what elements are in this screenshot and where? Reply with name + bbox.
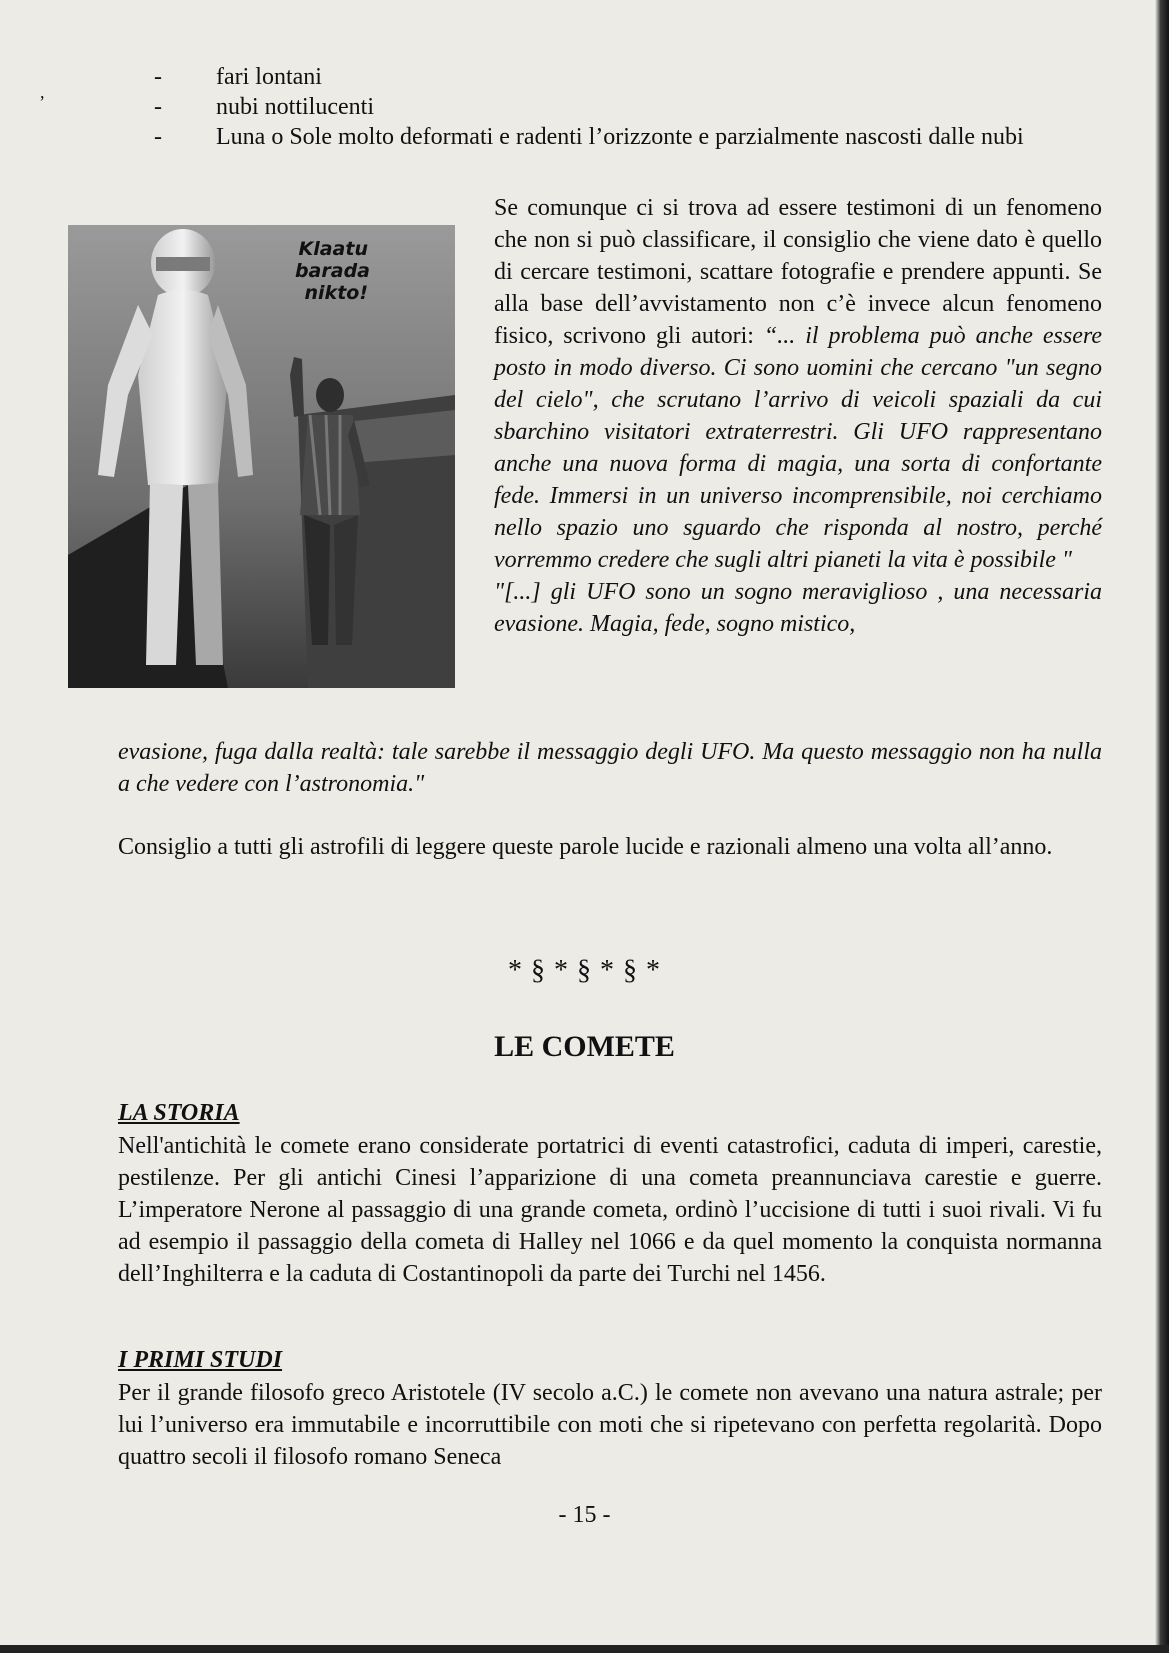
advice-paragraph: Consiglio a tutti gli astrofili di leggere queste parole lucide e razionali almeno una volta all’anno.: [118, 834, 1053, 860]
float-paragraph: [494, 192, 1102, 640]
photo-caption-line: Klaatu: [298, 238, 368, 260]
section-separator: * § * § * § *: [508, 955, 661, 986]
quote-continuation: evasione, fuga dalla realtà: tale sarebbe il messaggio degli UFO. Ma questo messaggio non ha nulla a che vedere con l’astronomia.": [118, 739, 1102, 797]
section-body-studi: Per il grande filosofo greco Aristotele (IV secolo a.C.) le comete non avevano una natura astrale; per lui l’universo era immutabile e incorruttibile con moti che si ripetevano con perfetta regolarità. Dopo quattro secoli il filosofo romano Seneca: [118, 1380, 1102, 1470]
bullet-text: nubi nottilucenti: [216, 94, 374, 120]
photo-caption-line: nikto!: [304, 282, 368, 304]
bullet-dash: -: [154, 94, 162, 120]
bullet-list: [118, 62, 1102, 152]
bullet-text: fari lontani: [216, 64, 322, 90]
robot-and-man-illustration: [68, 225, 455, 688]
section-heading-storia: LA STORIA: [118, 1100, 240, 1126]
list-item: [118, 122, 1102, 152]
chapter-title: LE COMETE: [494, 1030, 675, 1063]
list-item: [118, 92, 1102, 122]
list-item: [118, 62, 1102, 92]
stray-mark: ,: [40, 82, 45, 102]
section-heading-studi: I PRIMI STUDI: [118, 1347, 283, 1373]
film-still-photo: [68, 225, 455, 688]
float-intro-text: Se comunque ci si trova ad essere testimoni di un fenomeno che non si può classificare, il consiglio che viene dato è quello di cercare testimoni, scattare fotografie e prendere appunti. Se alla base dell’avvistamento non c’è invece alcun fenomeno fisico, scrivono gli autori:: [494, 195, 1102, 349]
page-edge-shadow: [1155, 0, 1169, 1653]
bullet-dash: -: [154, 64, 162, 90]
float-quote2-start: "[...] gli UFO sono un sogno meraviglioso , una necessaria evasione. Magia, fede, sogno mistico,: [494, 579, 1102, 637]
page-bottom-edge: [0, 1645, 1169, 1653]
bullet-text: Luna o Sole molto deformati e radenti l’orizzonte e parzialmente nascosti dalle nubi: [216, 124, 1024, 150]
float-quote-text: “... il problema può anche essere posto in modo diverso. Ci sono uomini che cercano "un segno del cielo", che scrutano l’arrivo di veicoli spaziali da cui sbarchino visitatori extraterrestri. Gli UFO rappresentano anche una nuova forma di magia, una sorta di confortante fede. Immersi in un universo incomprensibile, noi cerchiamo nello spazio uno sguardo che risponda al nostro, perché vorremmo credere che sugli altri pianeti la vita è possibile ": [494, 323, 1102, 573]
page-number: - 15 -: [558, 1502, 611, 1528]
bullet-dash: -: [154, 124, 162, 150]
section-body-storia: Nell'antichità le comete erano considerate portatrici di eventi catastrofici, caduta di imperi, carestie, pestilenze. Per gli antichi Cinesi l’apparizione di una cometa preannunciava carestie e guerre. L’imperatore Nerone al passaggio di una grande cometa, ordinò l’uccisione di tutti i suoi rivali. Vi fu ad esempio il passaggio della cometa di Halley nel 1066 e da quel momento la conquista normanna dell’Inghilterra e la caduta di Costantinopoli da parte dei Turchi nel 1456.: [118, 1133, 1102, 1287]
photo-caption-line: barada: [294, 260, 370, 282]
